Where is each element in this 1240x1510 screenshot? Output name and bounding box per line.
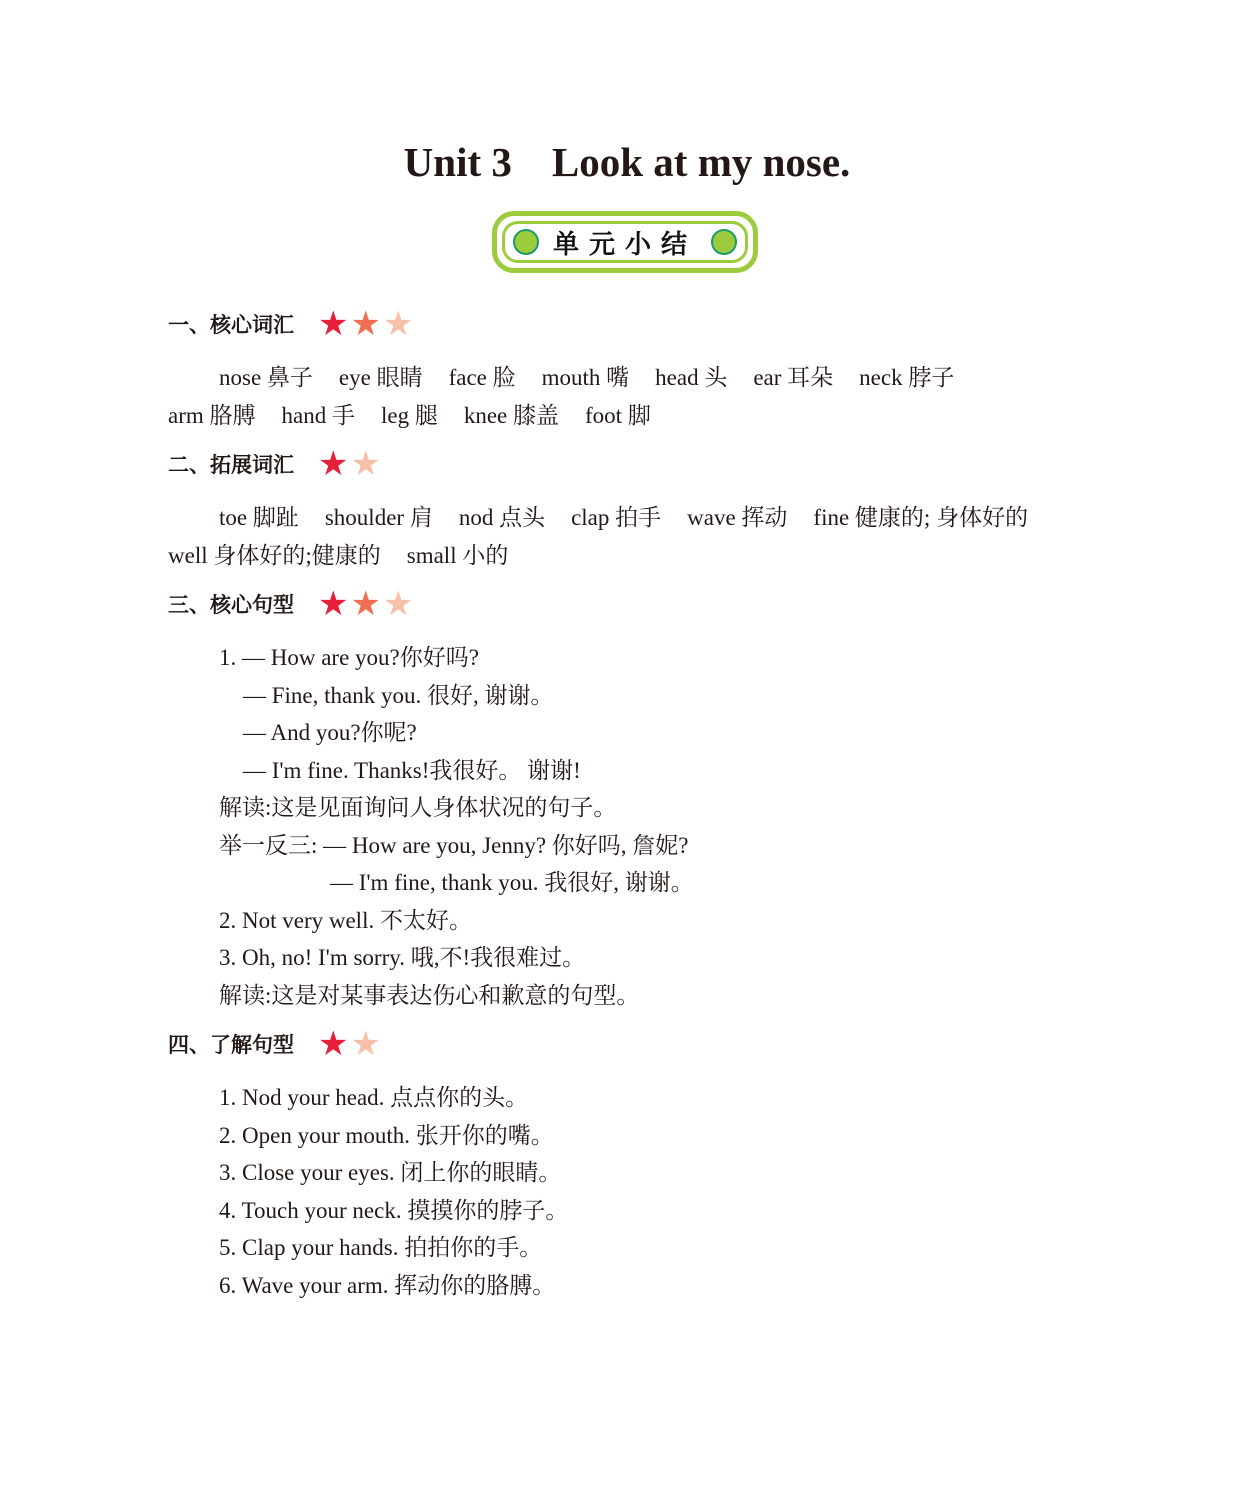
- section-heading: [168, 1024, 381, 1064]
- star-icon: ★: [350, 1024, 381, 1064]
- vocab-word: shoulder 肩: [324, 505, 433, 530]
- green-dot-icon: [513, 229, 539, 255]
- sentence: — I'm fine. Thanks!我很好。 谢谢!: [243, 757, 581, 783]
- sentence: 1. Nod your head. 点点你的头。: [219, 1085, 529, 1110]
- vocab-word: wave 挥动: [687, 505, 788, 530]
- star-icon: ★: [350, 444, 381, 484]
- unit-name: Look at my nose.: [551, 139, 851, 185]
- vocab-word: small 小的: [406, 542, 509, 568]
- core-sentences: [168, 639, 1098, 1014]
- heading-text: 二、拓展词汇: [168, 453, 294, 477]
- sentence: 1. — How are you?你好吗?: [219, 645, 479, 670]
- star-icon: ★: [350, 584, 381, 624]
- rating-stars: [318, 584, 414, 624]
- rating-stars: [318, 1024, 381, 1064]
- vocab-word: neck 脖子: [859, 365, 955, 390]
- sentence: 2. Open your mouth. 张开你的嘴。: [219, 1122, 554, 1148]
- heading-text: 四、了解句型: [168, 1033, 294, 1057]
- vocab-word: nose 鼻子: [219, 365, 313, 390]
- extended-vocabulary: [168, 499, 1098, 574]
- section-heading: [168, 584, 414, 624]
- vocab-word: leg 腿: [380, 402, 438, 428]
- sentence: — And you?你呢?: [243, 720, 417, 745]
- green-dot-icon: [711, 229, 737, 255]
- star-icon: ★: [318, 1024, 349, 1064]
- sentence: — I'm fine, thank you. 我很好, 谢谢。: [330, 870, 694, 895]
- vocab-word: ear 耳朵: [753, 365, 834, 390]
- sentence: 举一反三: — How are you, Jenny? 你好吗, 詹妮?: [219, 832, 689, 858]
- vocab-word: well 身体好的;健康的: [168, 542, 381, 568]
- star-icon: ★: [318, 584, 349, 624]
- page-title: [0, 138, 1240, 186]
- sentence: 3. Close your eyes. 闭上你的眼睛。: [219, 1160, 562, 1185]
- vocab-word: fine 健康的; 身体好的: [813, 505, 1029, 530]
- vocab-word: face 脸: [448, 365, 516, 390]
- star-icon: ★: [318, 444, 349, 484]
- vocab-word: foot 脚: [585, 402, 651, 428]
- sentence: — Fine, thank you. 很好, 谢谢。: [243, 682, 554, 708]
- heading-text: 一、核心词汇: [168, 313, 294, 337]
- known-sentences: [168, 1079, 1098, 1304]
- star-icon: ★: [382, 304, 414, 344]
- vocab-word: clap 拍手: [571, 505, 662, 530]
- section-heading: [168, 304, 414, 344]
- rating-stars: [318, 304, 414, 344]
- vocab-word: knee 膝盖: [463, 402, 560, 428]
- star-icon: ★: [318, 304, 349, 344]
- vocab-word: toe 脚趾: [219, 505, 299, 530]
- vocab-word: eye 眼睛: [338, 365, 423, 390]
- sentence: 5. Clap your hands. 拍拍你的手。: [219, 1235, 543, 1260]
- explanation: 解读:这是见面询问人身体状况的句子。: [219, 795, 617, 820]
- sentence: 2. Not very well. 不太好。: [219, 907, 472, 933]
- vocab-word: arm 胳膊: [168, 402, 256, 428]
- unit-summary-badge: [492, 211, 758, 273]
- core-vocabulary: [168, 359, 1098, 434]
- star-icon: ★: [382, 584, 414, 624]
- heading-text: 三、核心句型: [168, 593, 294, 617]
- explanation: 解读:这是对某事表达伤心和歉意的句型。: [219, 982, 640, 1008]
- sentence: 6. Wave your arm. 挥动你的胳膊。: [219, 1272, 556, 1298]
- rating-stars: [318, 444, 381, 484]
- sentence: 4. Touch your neck. 摸摸你的脖子。: [219, 1197, 569, 1223]
- vocab-word: head 头: [655, 365, 728, 390]
- sentence: 3. Oh, no! I'm sorry. 哦,不!我很难过。: [219, 945, 586, 970]
- vocab-word: nod 点头: [458, 505, 546, 530]
- vocab-word: hand 手: [281, 402, 355, 428]
- badge-label: 单元小结: [552, 229, 697, 260]
- section-heading: [168, 444, 381, 484]
- star-icon: ★: [350, 304, 381, 344]
- unit-number: Unit 3: [403, 139, 512, 185]
- vocab-word: mouth 嘴: [541, 365, 630, 390]
